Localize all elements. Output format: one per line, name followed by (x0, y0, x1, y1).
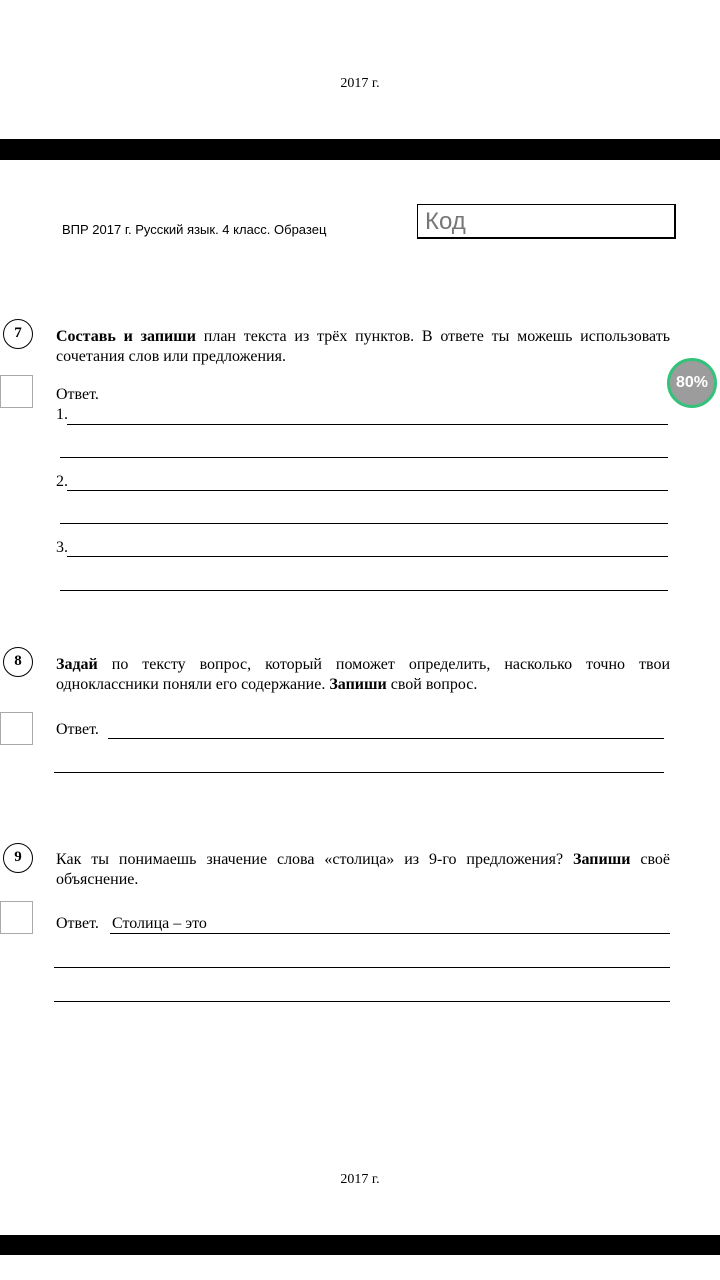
answer-line-2a[interactable] (67, 490, 668, 491)
q8-text-1: по тексту вопрос, который поможет определить, насколько точно твои одноклассники поняли его содержание. (56, 656, 671, 693)
answer-line-8a[interactable] (108, 738, 664, 739)
page-year-top: 2017 г. (340, 76, 380, 91)
page-separator-bar (0, 139, 720, 160)
q9-text-1: Как ты понимаешь значение слова «столица» из 9-го предложения? (56, 851, 564, 868)
question-8-score-box (0, 712, 33, 745)
answer-line-9c[interactable] (54, 1001, 670, 1002)
answer-line-9b[interactable] (54, 967, 670, 968)
answer-line-3a[interactable] (67, 556, 668, 557)
answer-line-8b[interactable] (54, 772, 664, 773)
page-separator-bar-bottom (0, 1235, 720, 1255)
question-7-score-box (0, 375, 33, 408)
code-field[interactable] (417, 204, 676, 239)
question-9-number: 9 (3, 843, 33, 873)
q8-bold-write: Запиши (329, 676, 387, 693)
code-label: Код (425, 208, 466, 235)
question-7-text (56, 327, 670, 367)
document-header-title: ВПР 2017 г. Русский язык. 4 класс. Образец (62, 222, 327, 237)
q7-conj: и (123, 328, 133, 345)
q8-bold-ask: Задай (56, 656, 98, 673)
answer-line-3b[interactable] (60, 590, 668, 591)
question-8-number: 8 (3, 647, 33, 677)
q7-bold-write: запиши (140, 328, 196, 345)
answer-item-3-number: 3. (56, 539, 68, 556)
answer-line-1a[interactable] (67, 424, 668, 425)
q9-text-2: своё объяснение. (56, 851, 671, 888)
question-9-answer-label: Ответ. (56, 915, 99, 932)
answer-line-9a[interactable] (110, 933, 670, 934)
question-8-text (56, 655, 670, 695)
q9-bold-write: Запиши (573, 851, 631, 868)
answer-item-1-number: 1. (56, 406, 68, 423)
q8-text-2: свой вопрос. (390, 676, 478, 693)
answer-line-2b[interactable] (60, 523, 668, 524)
q7-text-rest: план текста из трёх пунктов. В ответе ты можешь использовать сочетания слов или предложения. (56, 328, 671, 365)
zoom-level-badge[interactable]: 80% (667, 358, 717, 408)
question-9-answer-start: Столица – это (112, 915, 207, 932)
q7-bold-compose: Составь (56, 328, 116, 345)
question-9-text (56, 850, 670, 890)
answer-item-2-number: 2. (56, 473, 68, 490)
answer-line-1b[interactable] (60, 457, 668, 458)
question-9-score-box (0, 901, 33, 934)
page-year-bottom: 2017 г. (340, 1172, 380, 1187)
question-8-answer-label: Ответ. (56, 721, 99, 738)
question-7-answer-label: Ответ. (56, 386, 99, 403)
question-7-number: 7 (3, 319, 33, 349)
